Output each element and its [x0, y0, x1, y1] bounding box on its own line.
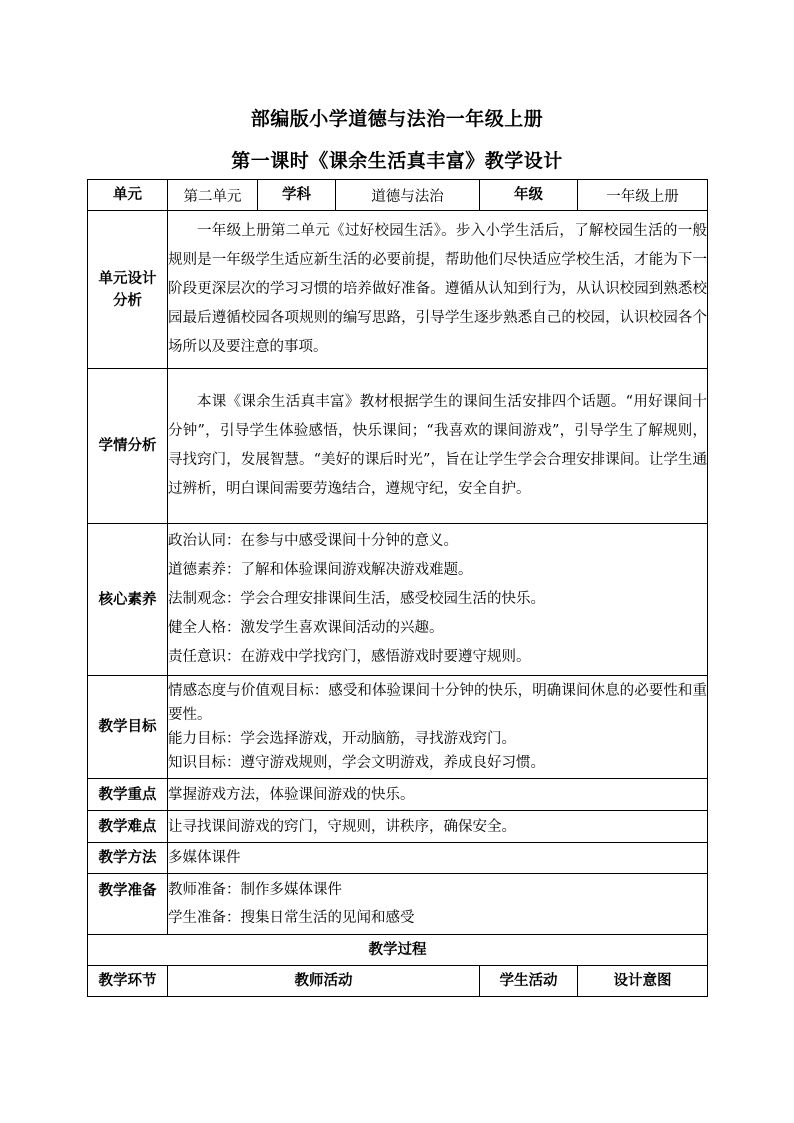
key-points-text: 掌握游戏方法，体验课间游戏的快乐。 — [168, 779, 708, 811]
unit-analysis-label-line1: 单元设计 — [98, 270, 157, 287]
teaching-goals-row — [88, 676, 708, 779]
unit-value: 第二单元 — [168, 180, 258, 211]
teaching-goal-item: 能力目标：学会选择游戏，开动脑筋，寻找游戏窍门。 — [168, 731, 516, 747]
document-title: 部编版小学道德与法治一年级上册 — [250, 108, 544, 130]
key-points-label: 教学重点 — [88, 779, 168, 811]
document-subtitle: 第一课时《课余生活真丰富》教学设计 — [231, 150, 563, 172]
process-header: 教学过程 — [88, 935, 708, 966]
unit-analysis-row — [88, 211, 708, 369]
process-col-intent: 设计意图 — [578, 966, 708, 997]
core-literacy-item: 道德素养：了解和体验课间游戏解决游戏难题。 — [168, 562, 473, 578]
lesson-plan-table — [87, 179, 708, 997]
key-points-row — [88, 779, 708, 811]
preparation-teacher: 教师准备：制作多媒体课件 — [168, 882, 342, 898]
methods-text: 多媒体课件 — [168, 843, 708, 874]
grade-label: 年级 — [480, 180, 578, 211]
process-col-teacher: 教师活动 — [168, 966, 480, 997]
info-row — [88, 180, 708, 211]
subject-label: 学科 — [258, 180, 336, 211]
process-header-row — [88, 935, 708, 966]
teaching-goals-label: 教学目标 — [88, 676, 168, 779]
unit-label: 单元 — [88, 180, 168, 211]
unit-analysis-label-line2: 分析 — [113, 292, 142, 309]
core-literacy-label: 核心素养 — [88, 524, 168, 676]
core-literacy-row — [88, 524, 708, 676]
learning-analysis-label: 学情分析 — [88, 369, 168, 524]
process-col-stage: 教学环节 — [88, 966, 168, 997]
teaching-goals-list — [168, 676, 708, 779]
preparation-student: 学生准备：搜集日常生活的见闻和感受 — [168, 910, 415, 926]
grade-value: 一年级上册 — [578, 180, 708, 211]
core-literacy-item: 政治认同：在参与中感受课间十分钟的意义。 — [168, 533, 458, 549]
difficulties-row — [88, 811, 708, 843]
preparation-list — [168, 874, 708, 935]
process-columns-row — [88, 966, 708, 997]
learning-analysis-text: 本课《课余生活真丰富》教材根据学生的课间生活安排四个话题。“用好课间十分钟”，引导学生体验感悟，快乐课间；“我喜欢的课间游戏”，引导学生了解规则，寻找窍门，发展智慧。“美好的课后时光”，旨在让学生学会合理安排课间。让学生通过辨析，明白课间需要劳逸结合，遵规守纪，安全自护。 — [168, 369, 708, 524]
core-literacy-item: 健全人格：激发学生喜欢课间活动的兴趣。 — [168, 620, 444, 636]
core-literacy-item: 法制观念：学会合理安排课间生活，感受校园生活的快乐。 — [168, 591, 545, 607]
preparation-label: 教学准备 — [88, 874, 168, 935]
subject-value: 道德与法治 — [336, 180, 480, 211]
unit-analysis-text: 一年级上册第二单元《过好校园生活》。步入小学生活后，了解校园生活的一般规则是一年级学生适应新生活的必要前提，帮助他们尽快适应学校生活，才能为下一阶段更深层次的学习习惯的培养做好准备。遵循从认知到行为，从认识校园到熟悉校园最后遵循校园各项规则的编写思路，引导学生逐步熟悉自己的校园，认识校园各个场所以及要注意的事项。 — [168, 211, 708, 369]
teaching-goal-item: 知识目标：遵守游戏规则，学会文明游戏，养成良好习惯。 — [168, 755, 545, 771]
difficulties-label: 教学难点 — [88, 811, 168, 843]
methods-label: 教学方法 — [88, 843, 168, 874]
methods-row — [88, 843, 708, 874]
core-literacy-item: 责任意识：在游戏中学找窍门，感悟游戏时要遵守规则。 — [168, 649, 531, 665]
unit-analysis-label — [88, 211, 168, 369]
teaching-goal-item: 情感态度与价值观目标：感受和体验课间十分钟的快乐，明确课间休息的必要性和重要性。 — [168, 683, 707, 723]
preparation-row — [88, 874, 708, 935]
learning-analysis-row — [88, 369, 708, 524]
difficulties-text: 让寻找课间游戏的窍门，守规则，讲秩序，确保安全。 — [168, 811, 708, 843]
core-literacy-list — [168, 524, 708, 676]
process-col-student: 学生活动 — [480, 966, 578, 997]
